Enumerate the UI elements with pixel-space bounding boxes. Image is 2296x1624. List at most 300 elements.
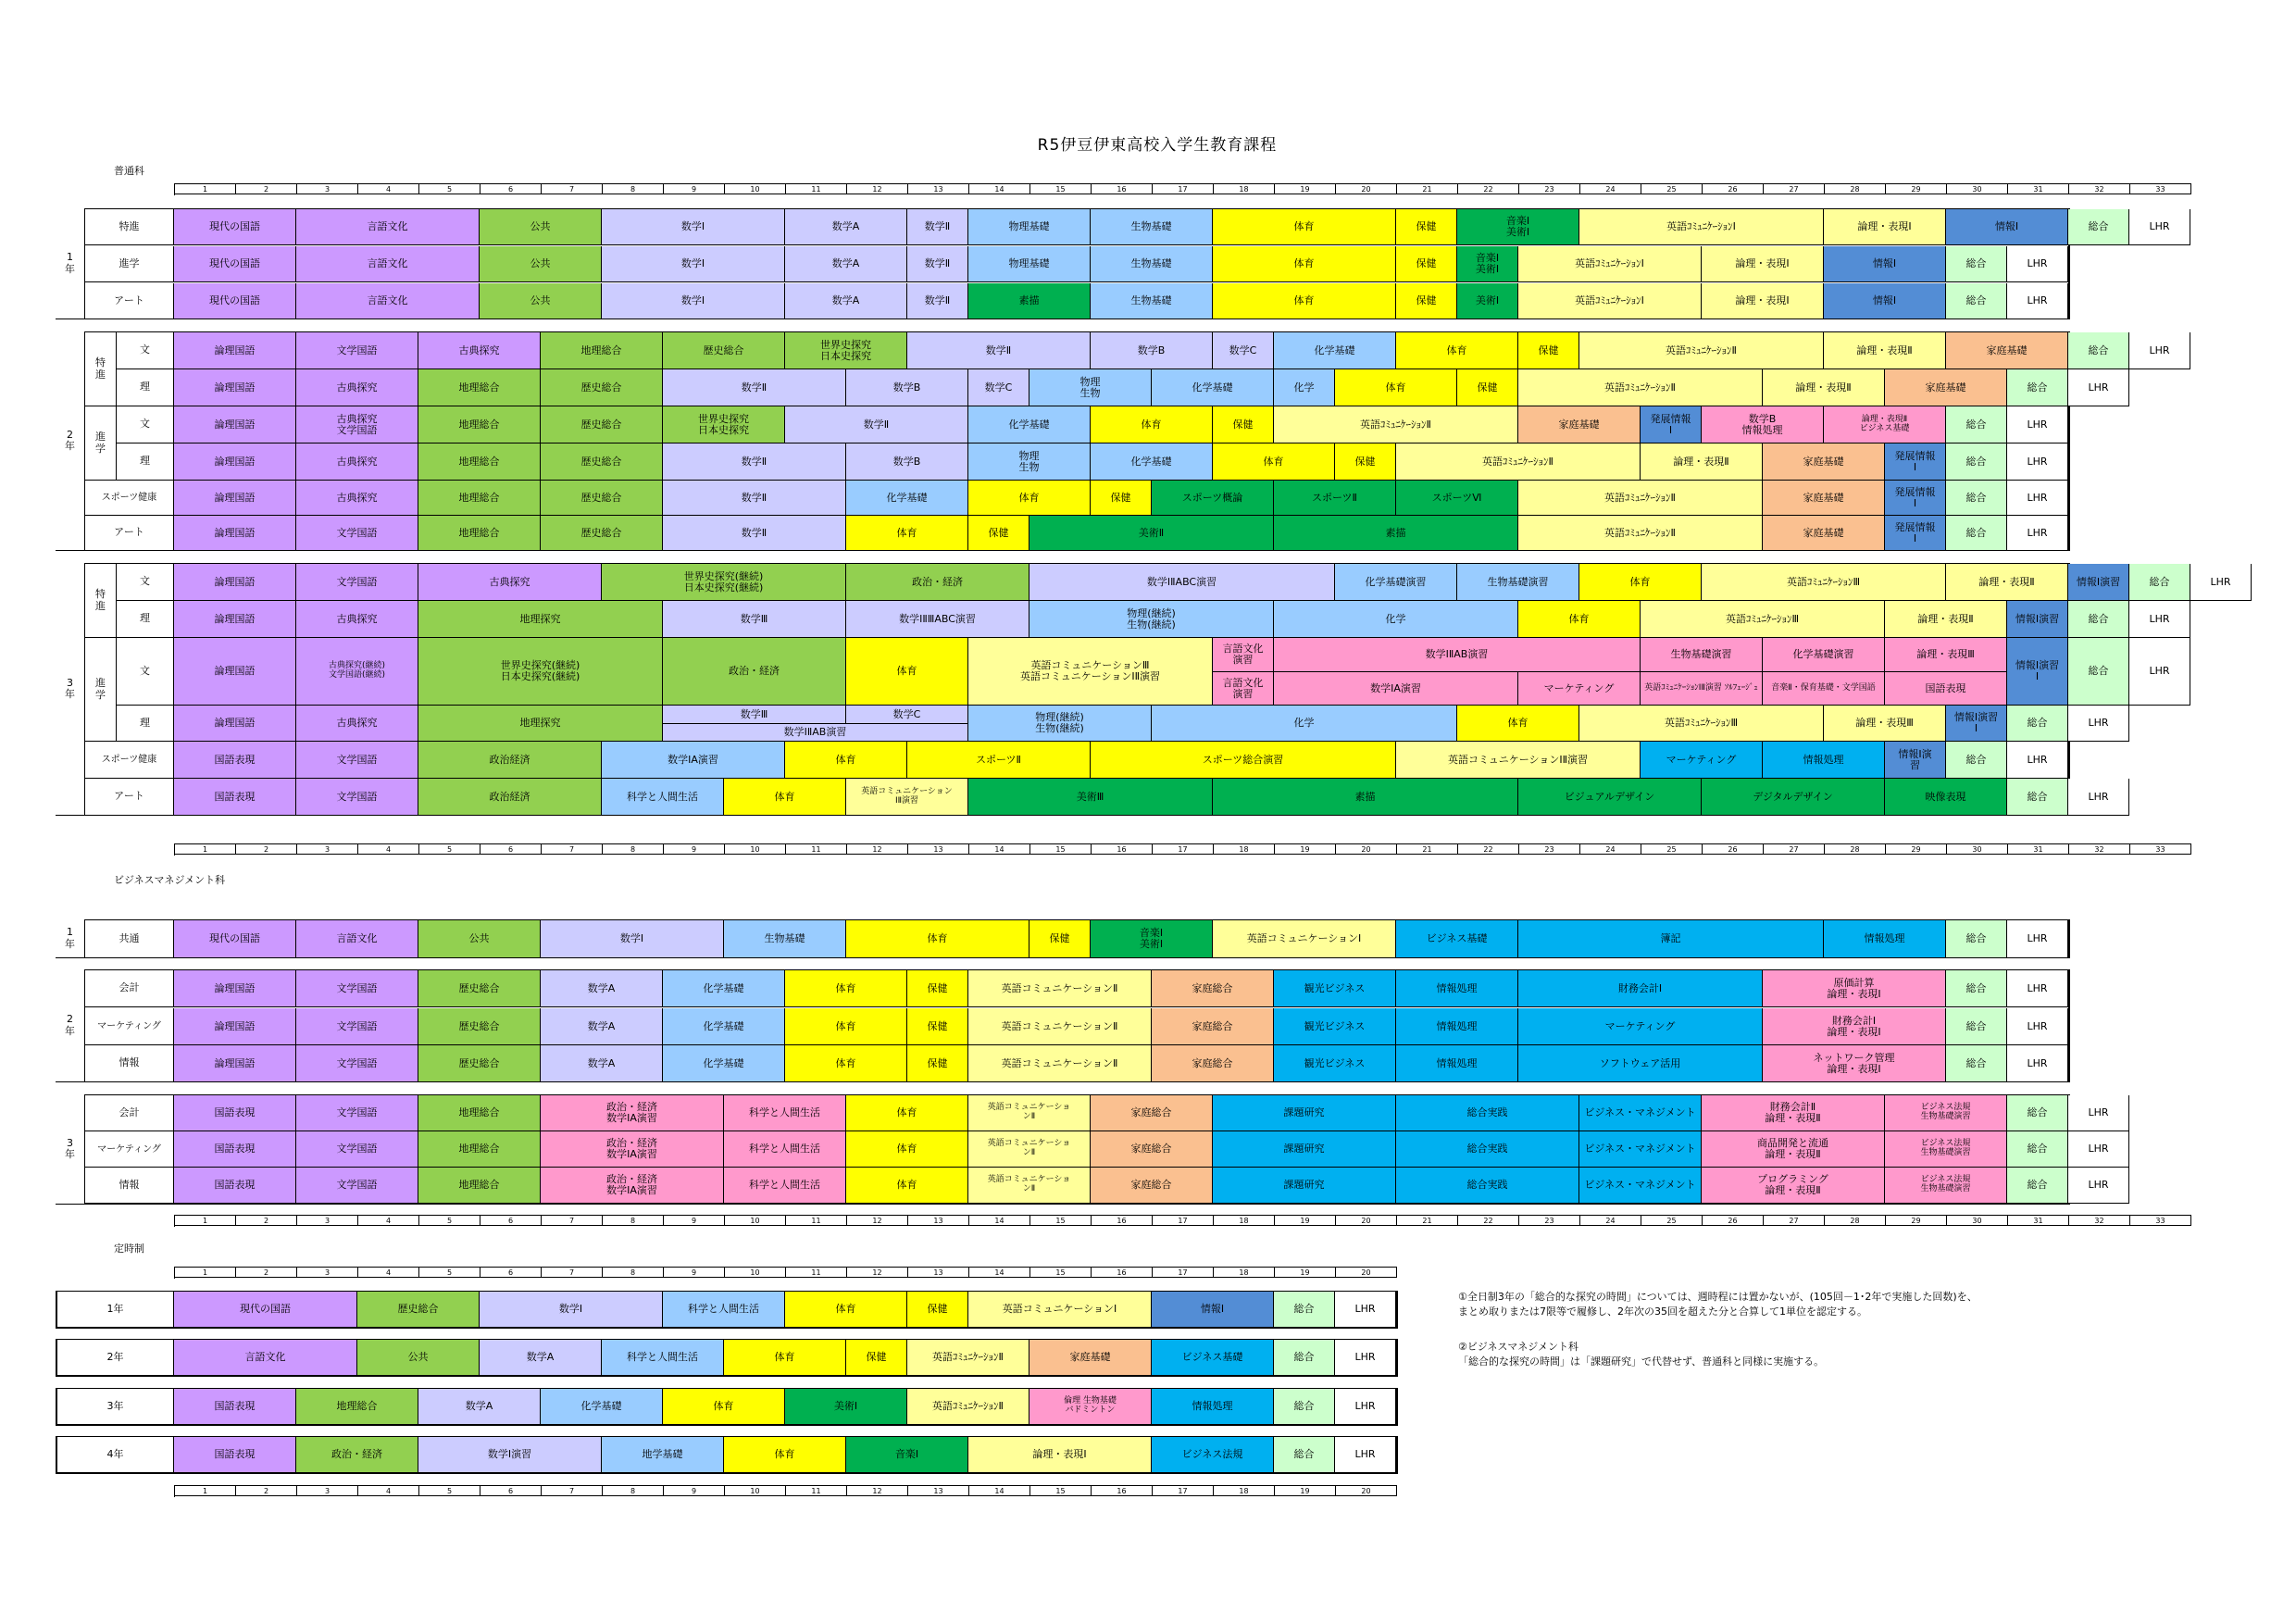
subject-cell: 歴史総合	[541, 369, 663, 406]
subject-cell: 英語ｺﾐｭﾆｹｰｼｮﾝⅠ	[1518, 246, 1702, 282]
subject-cell: 体育	[846, 920, 1029, 958]
subject-cell: 数学Ⅰ演習	[418, 1437, 602, 1473]
subject-cell: LHR	[2007, 516, 2068, 551]
ruler-col-13: 13	[908, 844, 969, 855]
ruler-col-17: 17	[1153, 1268, 1214, 1278]
subject-cell: 論理・表現Ⅱ	[1641, 443, 1763, 481]
ruler-col-25: 25	[1641, 184, 1703, 194]
subject-cell: ビジネス・マネジメント	[1579, 1168, 1702, 1204]
ruler-col-1: 1	[175, 1486, 236, 1496]
subject-cell: 国語表現	[174, 1437, 296, 1473]
row-label-b1: 共通	[85, 920, 174, 958]
subject-cell: 化学	[1274, 601, 1518, 638]
subject-cell: ビジネス基礎	[1152, 1340, 1274, 1376]
subject-cell: 歴史総合	[541, 481, 663, 516]
subject-cell: 国語表現	[174, 742, 296, 779]
ruler-col-1: 1	[175, 844, 236, 855]
subject-cell: 情報処理	[1763, 742, 1885, 779]
subject-cell: 総合	[2007, 1131, 2068, 1168]
ruler-col-18: 18	[1214, 1486, 1275, 1496]
ruler-col-6: 6	[480, 1268, 542, 1278]
note-2-line-1: ②ビジネスマネジメント科	[1458, 1340, 1578, 1353]
subject-cell: 英語コミュニケーションⅠ	[1213, 920, 1396, 958]
ruler-col-7: 7	[542, 1216, 603, 1226]
ruler-col-13: 13	[908, 1486, 969, 1496]
row-label-g2_sports: スポーツ健康	[85, 481, 174, 516]
ruler-teiji-top	[174, 1267, 1397, 1279]
ruler-col-11: 11	[786, 1268, 847, 1278]
ruler-col-28: 28	[1825, 184, 1886, 194]
note-1-line-1: ①全日制3年の「総合的な探究の時間」については、週時程には置かないが、(105回－1･2年で実施した回数)を、	[1458, 1291, 1978, 1303]
subject-cell: 地理探究	[418, 706, 663, 742]
ruler-col-27: 27	[1764, 844, 1825, 855]
subject-cell: 数学A	[785, 283, 907, 319]
subject-cell: 情報Ⅰ演習 Ⅰ	[2007, 638, 2068, 706]
row-label-b2_kaikei: 会計	[85, 970, 174, 1007]
subject-cell: 総合実践	[1396, 1168, 1579, 1204]
subject-cell: 論理・表現Ⅲ	[1885, 638, 2007, 672]
subject-cell: 数学Ⅱ	[663, 516, 846, 551]
subject-cell: 数学Ⅱ	[663, 443, 846, 481]
subject-cell: 科学と人間生活	[724, 1168, 846, 1204]
page-title: R5伊豆伊東高校入学生教育課程	[1037, 136, 1278, 155]
subject-cell: 総合	[1946, 1008, 2007, 1045]
ruler-col-4: 4	[358, 184, 419, 194]
subject-cell: 国語表現	[174, 1131, 296, 1168]
subject-cell: 化学基礎演習	[1335, 564, 1457, 601]
subject-cell: LHR	[2068, 1095, 2129, 1131]
subject-cell: 文学国語	[296, 1131, 418, 1168]
subject-cell: 総合	[2068, 209, 2129, 245]
subject-cell: 素描	[1213, 779, 1518, 816]
subject-cell: 英語ｺﾐｭﾆｹｰｼｮﾝⅡ	[1396, 443, 1641, 481]
ruler-col-5: 5	[419, 1216, 480, 1226]
subject-cell: 体育	[1213, 283, 1396, 319]
subject-cell: 保健	[1518, 332, 1579, 369]
ruler-col-24: 24	[1580, 844, 1641, 855]
subject-cell: 保健	[1396, 209, 1457, 245]
subject-cell: 世界史探究(継続) 日本史探究(継続)	[418, 638, 663, 706]
subject-cell: 情報処理	[1396, 1045, 1518, 1082]
ruler-col-7: 7	[542, 184, 603, 194]
subject-cell: 地理総合	[296, 1389, 418, 1425]
subject-cell: 音楽Ⅰ 美術Ⅰ	[1457, 209, 1579, 245]
subject-cell: 情報Ⅰ	[1824, 283, 1946, 319]
subject-cell: 論理国語	[174, 406, 296, 443]
subject-cell: 英語ｺﾐｭﾆｹｰｼｮﾝⅡ	[1518, 481, 1763, 516]
subject-cell: LHR	[2068, 1168, 2129, 1204]
subject-cell: 国語表現	[174, 1389, 296, 1425]
ruler-col-4: 4	[358, 1268, 419, 1278]
subject-cell: 原価計算 論理・表現Ⅰ	[1763, 970, 1946, 1007]
subject-cell: 化学基礎	[968, 406, 1091, 443]
ruler-col-17: 17	[1153, 184, 1214, 194]
ruler-col-5: 5	[419, 844, 480, 855]
subject-cell: 保健	[1396, 246, 1457, 282]
subject-cell: 物理(継続) 生物(継続)	[968, 706, 1152, 742]
subject-cell: 古典探究	[418, 564, 602, 601]
subject-cell: 総合	[1946, 406, 2007, 443]
track-label-shingaku: 進 学	[85, 406, 117, 481]
subject-cell: ビジネス基礎	[1396, 920, 1518, 958]
subject-cell: 論理・表現Ⅱ	[1824, 332, 1946, 369]
ruler-col-20: 20	[1336, 1268, 1397, 1278]
subject-cell: 文学国語	[296, 970, 418, 1007]
subject-cell: 論理国語	[174, 369, 296, 406]
ruler-col-19: 19	[1275, 844, 1336, 855]
subject-cell: 古典探究	[296, 443, 418, 481]
subject-cell: 数学Ⅱ	[907, 332, 1091, 369]
subject-cell: 言語文化 演習	[1213, 672, 1274, 706]
ruler-col-13: 13	[908, 1268, 969, 1278]
subject-cell: 保健	[1091, 481, 1152, 516]
subject-cell: 世界史探究(継続) 日本史探究(継続)	[602, 564, 846, 601]
subject-cell: LHR	[2068, 1131, 2129, 1168]
ruler-col-9: 9	[664, 184, 725, 194]
ruler-col-8: 8	[603, 844, 664, 855]
ruler-col-21: 21	[1397, 844, 1458, 855]
subject-cell: ビジネス法規 生物基礎演習	[1885, 1131, 2007, 1168]
subject-cell: 体育	[724, 1340, 846, 1376]
subject-cell: 総合	[1946, 970, 2007, 1007]
subject-cell: 保健	[846, 1340, 907, 1376]
ruler-col-8: 8	[603, 184, 664, 194]
ruler-col-23: 23	[1519, 844, 1580, 855]
subject-cell: LHR	[1335, 1340, 1396, 1376]
subject-cell: 保健	[907, 1292, 968, 1328]
subject-cell: 化学基礎	[1274, 332, 1396, 369]
row-label-g3_tok_ri: 理	[117, 601, 174, 638]
ruler-col-24: 24	[1580, 1216, 1641, 1226]
subject-cell: 体育	[846, 638, 968, 706]
ruler-col-11: 11	[786, 844, 847, 855]
ruler-col-18: 18	[1214, 844, 1275, 855]
subject-cell: 数学C	[968, 369, 1029, 406]
subject-cell: 古典探究(継続) 文学国語(継続)	[296, 638, 418, 706]
subject-cell: 英語ｺﾐｭﾆｹｰｼｮﾝⅢ	[1579, 706, 1824, 742]
row-label-g3_shin_bun: 文	[117, 638, 174, 706]
row-label-b2_marketing: マーケティング	[85, 1008, 174, 1045]
ruler-col-5: 5	[419, 1268, 480, 1278]
subject-cell: 体育	[785, 742, 907, 779]
year-label: 2 年	[56, 969, 85, 1082]
subject-cell: 論理・表現Ⅱ ビジネス基礎	[1824, 406, 1946, 443]
subject-cell: 英語ｺﾐｭﾆｹｰｼｮﾝⅠ	[1579, 209, 1824, 245]
subject-cell: 生物基礎演習	[1641, 638, 1763, 672]
subject-cell: 科学と人間生活	[602, 1340, 724, 1376]
section-label-futsu: 普通科	[114, 165, 144, 177]
ruler-col-33: 33	[2130, 184, 2191, 194]
subject-cell: 化学基礎演習	[1763, 638, 1885, 672]
subject-cell: 家庭基礎	[1763, 516, 1885, 551]
subject-cell: 素描	[1274, 516, 1518, 551]
subject-cell: 地理探究	[418, 601, 663, 638]
subject-cell: 言語文化	[296, 283, 480, 319]
subject-cell: スポーツ概論	[1152, 481, 1274, 516]
row-label-g1_shingaku: 進学	[85, 246, 174, 282]
subject-cell: 体育	[1213, 443, 1335, 481]
subject-cell: 体育	[785, 1292, 907, 1328]
subject-cell: 音楽Ⅱ・保育基礎・文学国語	[1763, 672, 1885, 706]
ruler-col-6: 6	[480, 184, 542, 194]
subject-cell: 数学Ⅱ	[907, 283, 968, 319]
subject-cell: 総合	[1946, 920, 2007, 958]
ruler-col-15: 15	[1030, 1268, 1092, 1278]
section-label-business: ビジネスマネジメント科	[114, 874, 226, 886]
subject-cell: プログラミング 論理・表現Ⅱ	[1702, 1168, 1885, 1204]
subject-cell: 科学と人間生活	[724, 1131, 846, 1168]
ruler-col-9: 9	[664, 1216, 725, 1226]
subject-cell: 化学基礎	[663, 1045, 785, 1082]
subject-cell: 英語ｺﾐｭﾆｹｰｼｮﾝⅡ	[1518, 516, 1763, 551]
subject-cell: 生物基礎	[1091, 283, 1213, 319]
ruler-col-3: 3	[297, 1268, 358, 1278]
subject-cell: 家庭総合	[1091, 1168, 1213, 1204]
subject-cell: LHR	[2129, 209, 2190, 245]
ruler-col-7: 7	[542, 1268, 603, 1278]
ruler-col-14: 14	[969, 1268, 1030, 1278]
ruler-col-30: 30	[1947, 184, 2008, 194]
subject-cell: 物理基礎	[968, 246, 1091, 282]
subject-cell: 保健	[907, 970, 968, 1007]
subject-cell: 化学基礎	[1152, 369, 1274, 406]
subject-cell: 英語コミュニケーショ ンⅡ	[968, 1095, 1091, 1131]
subject-cell: 保健	[968, 516, 1029, 551]
ruler-col-14: 14	[969, 1216, 1030, 1226]
subject-cell: 地理総合	[418, 1095, 541, 1131]
subject-cell: 数学C	[1213, 332, 1274, 369]
subject-cell: 音楽Ⅰ 美術Ⅰ	[1091, 920, 1213, 958]
ruler-col-18: 18	[1214, 1216, 1275, 1226]
subject-cell: 総合実践	[1396, 1131, 1579, 1168]
ruler-col-16: 16	[1092, 1216, 1153, 1226]
subject-cell: 体育	[1396, 332, 1518, 369]
subject-cell: 総合	[2068, 332, 2129, 369]
subject-cell: 発展情報 Ⅰ	[1885, 516, 1946, 551]
subject-cell: ビジュアルデザイン	[1518, 779, 1702, 816]
ruler-col-3: 3	[297, 1486, 358, 1496]
year-label: 3 年	[56, 563, 85, 816]
ruler-col-4: 4	[358, 1216, 419, 1226]
subject-cell: 数学ⅠⅡAB演習	[1274, 638, 1641, 672]
subject-cell: LHR	[1335, 1389, 1396, 1425]
subject-cell: 体育	[846, 516, 968, 551]
subject-cell: 文学国語	[296, 742, 418, 779]
subject-cell: 公共	[480, 209, 602, 245]
subject-cell: 地理総合	[418, 406, 541, 443]
subject-cell: 論理・表現Ⅱ	[1885, 601, 2007, 638]
subject-cell: 数学C	[846, 706, 968, 724]
subject-cell: 簿記	[1518, 920, 1824, 958]
subject-cell: 国語表現	[174, 1168, 296, 1204]
subject-cell: 総合	[2007, 706, 2068, 742]
subject-cell: 家庭基礎	[1518, 406, 1641, 443]
ruler-col-31: 31	[2008, 184, 2069, 194]
subject-cell: LHR	[2068, 706, 2129, 742]
subject-cell: 生物基礎演習	[1457, 564, 1579, 601]
subject-cell: 数学B	[846, 443, 968, 481]
subject-cell: 英語ｺﾐｭﾆｹｰｼｮﾝⅡ	[1274, 406, 1518, 443]
subject-cell: 言語文化	[296, 209, 480, 245]
subject-cell: 歴史総合	[541, 443, 663, 481]
ruler-col-2: 2	[236, 844, 297, 855]
subject-cell: 家庭総合	[1091, 1095, 1213, 1131]
subject-cell: 体育	[724, 779, 846, 816]
subject-cell: 政治・経済	[846, 564, 1029, 601]
subject-cell: 保健	[1396, 283, 1457, 319]
subject-cell: 化学基礎	[1091, 443, 1213, 481]
ruler-col-6: 6	[480, 844, 542, 855]
subject-cell: 古典探究	[296, 601, 418, 638]
subject-cell: LHR	[2007, 443, 2068, 481]
subject-cell: 情報処理	[1396, 970, 1518, 1007]
subject-cell: 数学B	[1091, 332, 1213, 369]
subject-cell: LHR	[2007, 1008, 2068, 1045]
ruler-col-14: 14	[969, 844, 1030, 855]
year-label: 3 年	[56, 1094, 85, 1205]
track-label-shingaku: 進 学	[85, 638, 117, 742]
ruler-col-11: 11	[786, 1486, 847, 1496]
ruler-col-13: 13	[908, 184, 969, 194]
subject-cell: 歴史総合	[541, 516, 663, 551]
subject-cell: ビジネス・マネジメント	[1579, 1095, 1702, 1131]
ruler-col-14: 14	[969, 1486, 1030, 1496]
subject-cell: 化学基礎	[663, 1008, 785, 1045]
subject-cell: 英語ｺﾐｭﾆｹｰｼｮﾝⅠ	[1518, 283, 1702, 319]
subject-cell: 数学A	[785, 209, 907, 245]
subject-cell: 情報Ⅰ	[1152, 1292, 1274, 1328]
subject-cell: 文学国語	[296, 332, 418, 369]
year-label: 1 年	[56, 919, 85, 958]
ruler-col-12: 12	[847, 1486, 908, 1496]
subject-cell: 論理国語	[174, 970, 296, 1007]
subject-cell: ネットワーク管理 論理・表現Ⅰ	[1763, 1045, 1946, 1082]
ruler-col-15: 15	[1030, 844, 1092, 855]
subject-cell: スポーツ総合演習	[1091, 742, 1396, 779]
subject-cell: LHR	[2129, 601, 2190, 638]
subject-cell: 英語コミュニケーションⅠ	[968, 1292, 1152, 1328]
subject-cell: 財務会計Ⅰ	[1518, 970, 1763, 1007]
ruler-col-1: 1	[175, 1268, 236, 1278]
row-label-g3_sports: スポーツ健康	[85, 742, 174, 779]
ruler-futsu-bottom	[174, 843, 2191, 856]
row-label-g3_tok_bun: 文	[117, 564, 174, 601]
subject-cell: 保健	[1029, 920, 1091, 958]
subject-cell: 観光ビジネス	[1274, 1045, 1396, 1082]
subject-cell: 科学と人間生活	[724, 1095, 846, 1131]
ruler-col-20: 20	[1336, 1486, 1397, 1496]
ruler-col-23: 23	[1519, 1216, 1580, 1226]
subject-cell: 数学A	[541, 1045, 663, 1082]
ruler-col-24: 24	[1580, 184, 1641, 194]
subject-cell: 数学A	[480, 1340, 602, 1376]
subject-cell: 商品開発と流通 論理・表現Ⅱ	[1702, 1131, 1885, 1168]
ruler-col-15: 15	[1030, 1216, 1092, 1226]
subject-cell: 情報処理	[1396, 1008, 1518, 1045]
subject-cell: 音楽Ⅰ 美術Ⅰ	[1457, 246, 1518, 282]
subject-cell: 総合	[1274, 1437, 1335, 1473]
subject-cell: 美術Ⅱ	[1029, 516, 1274, 551]
note-2-line-2: 「総合的な探究の時間」は「課題研究」で代替せず、普通科と同様に実施する。	[1458, 1355, 1825, 1368]
subject-cell: 地理総合	[418, 1168, 541, 1204]
ruler-col-10: 10	[725, 1268, 786, 1278]
ruler-futsu-top	[174, 183, 2191, 195]
subject-cell: 化学基礎	[541, 1389, 663, 1425]
ruler-col-30: 30	[1947, 844, 2008, 855]
ruler-col-2: 2	[236, 1216, 297, 1226]
subject-cell: 観光ビジネス	[1274, 1008, 1396, 1045]
subject-cell: 地理総合	[418, 516, 541, 551]
ruler-col-32: 32	[2069, 844, 2130, 855]
subject-cell: 数学Ⅰ	[602, 209, 785, 245]
ruler-col-6: 6	[480, 1216, 542, 1226]
ruler-col-13: 13	[908, 1216, 969, 1226]
row-label-g2_shin_ri: 理	[117, 443, 174, 481]
subject-cell: 体育	[1579, 564, 1702, 601]
ruler-col-23: 23	[1519, 184, 1580, 194]
subject-cell: 情報Ⅰ演 習	[1885, 742, 1946, 779]
subject-cell: 体育	[785, 1008, 907, 1045]
subject-cell: 家庭総合	[1152, 970, 1274, 1007]
ruler-col-7: 7	[542, 844, 603, 855]
subject-cell: 論理国語	[174, 601, 296, 638]
subject-cell: 化学	[1274, 369, 1335, 406]
subject-cell: ソフトウェア活用	[1518, 1045, 1763, 1082]
subject-cell: 数学A	[785, 246, 907, 282]
subject-cell: 総合	[2007, 1168, 2068, 1204]
subject-cell: LHR	[2007, 246, 2068, 282]
subject-cell: 論理国語	[174, 516, 296, 551]
ruler-col-31: 31	[2008, 844, 2069, 855]
subject-cell: 体育	[1457, 706, 1579, 742]
subject-cell: 体育	[1213, 246, 1396, 282]
row-label-b3_joho: 情報	[85, 1168, 174, 1204]
ruler-col-12: 12	[847, 1216, 908, 1226]
ruler-col-11: 11	[786, 184, 847, 194]
subject-cell: 言語文化	[296, 920, 418, 958]
ruler-col-26: 26	[1703, 184, 1764, 194]
subject-cell: 英語コミュニケーションⅢ 英語コミュニケーションⅠⅡ演習	[968, 638, 1213, 706]
subject-cell: 歴史総合	[357, 1292, 480, 1328]
ruler-col-18: 18	[1214, 184, 1275, 194]
ruler-col-19: 19	[1275, 1268, 1336, 1278]
subject-cell: 化学基礎	[846, 481, 968, 516]
subject-cell: 素描	[968, 283, 1091, 319]
ruler-col-22: 22	[1458, 184, 1519, 194]
subject-cell: 数学B	[846, 369, 968, 406]
subject-cell: 数学Ⅲ	[663, 706, 846, 724]
subject-cell: 公共	[418, 920, 541, 958]
subject-cell: 総合	[1274, 1340, 1335, 1376]
subject-cell: 現代の国語	[174, 1292, 357, 1328]
ruler-col-30: 30	[1947, 1216, 2008, 1226]
ruler-col-9: 9	[664, 1268, 725, 1278]
subject-cell: 家庭基礎	[1885, 369, 2007, 406]
subject-cell: 総合	[2007, 1095, 2068, 1131]
ruler-col-22: 22	[1458, 1216, 1519, 1226]
subject-cell: 文学国語	[296, 1008, 418, 1045]
row-label-g2_shin_bun: 文	[117, 406, 174, 443]
subject-cell: 公共	[480, 246, 602, 282]
notes	[1458, 1290, 1978, 1369]
subject-cell: 体育	[1091, 406, 1213, 443]
subject-cell: 体育	[846, 1168, 968, 1204]
ruler-col-14: 14	[969, 184, 1030, 194]
subject-cell: 保健	[907, 1045, 968, 1082]
subject-cell: 課題研究	[1213, 1131, 1396, 1168]
subject-cell: 総合	[2068, 638, 2129, 706]
subject-cell: 国語表現	[1885, 672, 2007, 706]
